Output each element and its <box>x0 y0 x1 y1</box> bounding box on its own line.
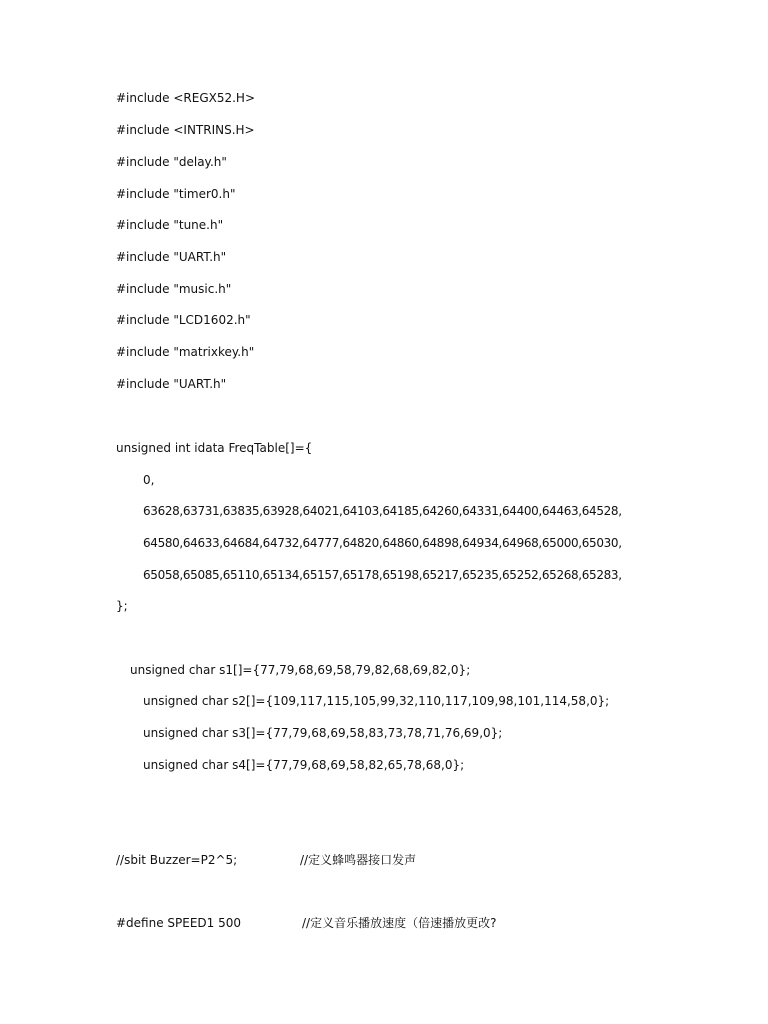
include-line: #include "delay.h" <box>116 155 227 169</box>
sbit-comment: //定义蜂鸣器接口发声 <box>300 853 417 867</box>
include-line: #include "matrixkey.h" <box>116 345 255 359</box>
char-array-line: unsigned char s3[]={77,79,68,69,58,83,73,78,71,76,69,0}; <box>143 726 503 740</box>
freqtable-close: }; <box>116 599 128 613</box>
freqtable-row: 0, <box>143 473 155 487</box>
char-array-line: unsigned char s4[]={77,79,68,69,58,82,65,78,68,0}; <box>143 758 465 772</box>
define-comment: //定义音乐播放速度（倍速播放更改? <box>302 916 497 930</box>
freqtable-row: 63628,63731,63835,63928,64021,64103,64185,64260,64331,64400,64463,64528, <box>143 504 622 518</box>
include-line: #include "UART.h" <box>116 377 227 391</box>
include-line: #include "music.h" <box>116 282 232 296</box>
freqtable-row: 64580,64633,64684,64732,64777,64820,64860,64898,64934,64968,65000,65030, <box>143 536 622 550</box>
include-line: #include "UART.h" <box>116 250 227 264</box>
include-line: #include <INTRINS.H> <box>116 123 255 137</box>
include-line: #include "timer0.h" <box>116 187 236 201</box>
char-array-line: unsigned char s1[]={77,79,68,69,58,79,82,68,69,82,0}; <box>130 663 471 677</box>
freqtable-row: 65058,65085,65110,65134,65157,65178,65198,65217,65235,65252,65268,65283, <box>143 568 622 582</box>
char-array-line: unsigned char s2[]={109,117,115,105,99,32,110,117,109,98,101,114,58,0}; <box>143 694 610 708</box>
include-line: #include <REGX52.H> <box>116 91 256 105</box>
include-line: #include "LCD1602.h" <box>116 313 251 327</box>
sbit-code: //sbit Buzzer=P2^5; <box>116 853 238 867</box>
include-line: #include "tune.h" <box>116 218 224 232</box>
define-code: #define SPEED1 500 <box>116 916 242 930</box>
freqtable-declaration: unsigned int idata FreqTable[]={ <box>116 441 313 455</box>
